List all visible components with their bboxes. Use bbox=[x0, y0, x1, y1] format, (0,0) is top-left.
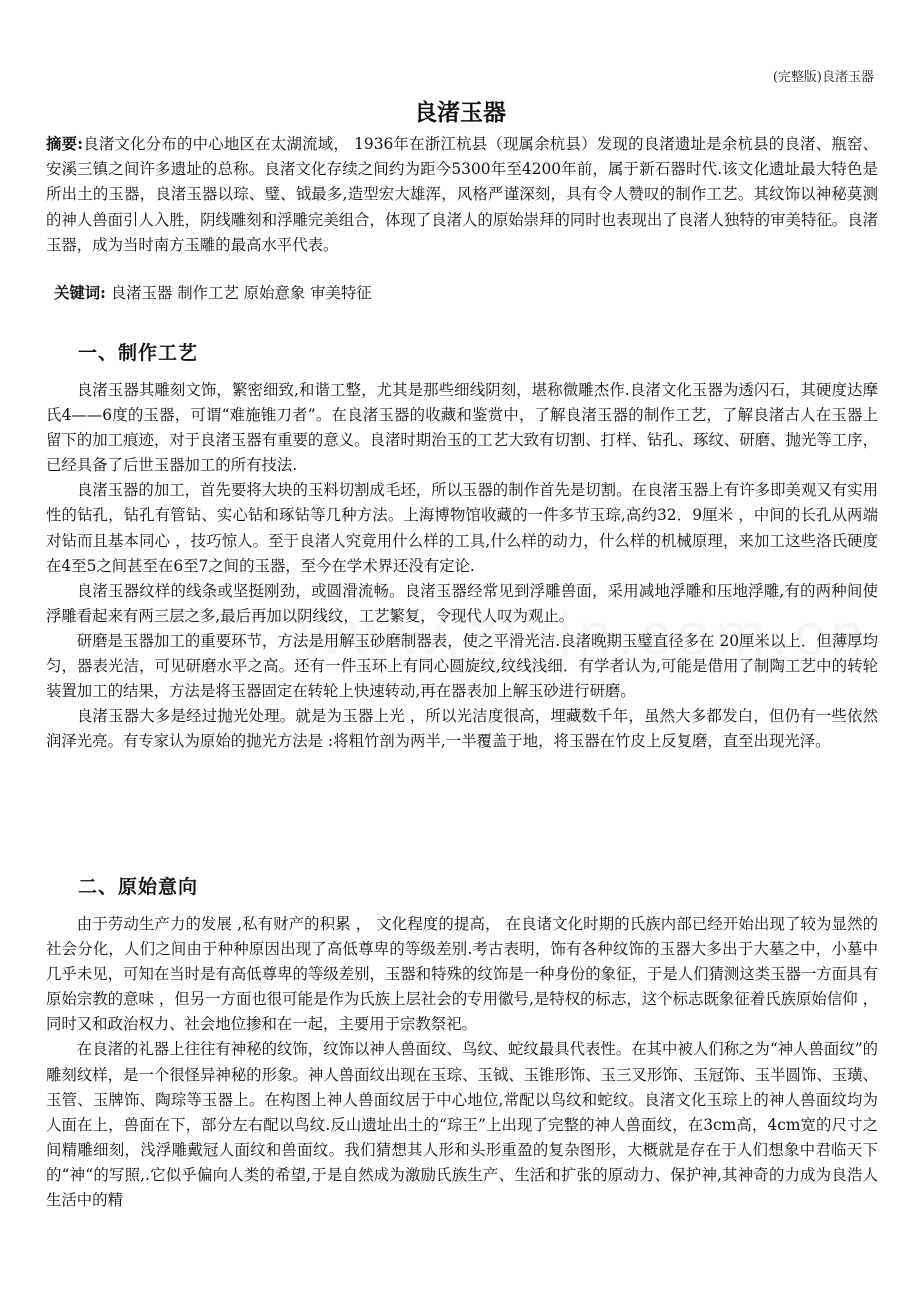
body-paragraph: 在良渚的礼器上往往有神秘的纹饰，纹饰以神人兽面纹、鸟纹、蛇纹最具代表性。在其中被人们称之为“神人兽面纹”的雕刻纹样，是一个很怪异神秘的形象。神人兽面纹出现在玉琮、玉钺、玉锥形饰、玉三叉形饰、玉冠饰、玉半圆饰、玉璜、玉管、玉牌饰、陶琮等玉器上。在构图上神人兽面纹居于中心地位,常配以鸟纹和蛇纹。良渚文化玉琮上的神人兽面纹均为人面在上，兽面在下，部分左右配以鸟纹.反山遗址出土的“琮王”上出现了完整的神人兽面纹，在3cm高，4cm宽的尺寸之间精雕细刻，浅浮雕戴冠人面纹和兽面纹。我们猜想其人形和头形重盈的复杂图形，大概就是存在于人们想象中君临天下的“神“的写照,.它似乎偏向人类的希望,于是自然成为激励氏族生产、生活和扩张的原动力、保护神,其神奇的力成为良浩人生活中的精 bbox=[46, 1040, 878, 1210]
abstract-label: 摘要: bbox=[46, 135, 83, 153]
abstract-text: 良渚文化分布的中心地区在太湖流域， 1936年在浙江杭县（现属余杭县）发现的良渚遗址是余杭县的良渚、瓶窑、安溪三镇之间许多遗址的总称。良渚文化存续之间约为距今5300年至4200年前，属于新石器时代.该文化遗址最大特色是所出土的玉器，良渚玉器以琮、璧、钺最多,造型宏大雄浑，风格严谨深刻，具有令人赞叹的制作工艺。其纹饰以神秘莫测的神人兽面引人入胜，阴线雕刻和浮雕完美组合，体现了良渚人的原始崇拜的同时也表现出了良渚人独特的审美特征。良渚玉器，成为当时南方玉雕的最高水平代表。 bbox=[46, 135, 878, 254]
body-paragraph: 良渚玉器的加工，首先要将大块的玉料切割成毛坯，所以玉器的制作首先是切割。在良渚玉器上有许多即美观又有实用性的钻孔，钻孔有管钻、实心钻和琢钻等几种方法。上海博物馆收藏的一件多节玉琮,高约32．9厘米 ，中间的长孔从两端对钻而且基本同心 ，技巧惊人。至于良渚人究竟用什么样的工具,什么样的动力，什么样的机械原理，来加工这些洛氏硬度在4至5之间甚至在6至7之间的玉器，至今在学术界还没有定论. bbox=[46, 481, 878, 575]
body-paragraph: 由于劳动生产力的发展 ,私有财产的积累 ， 文化程度的提高， 在良诸文化时期的氏族内部已经开始出现了较为显然的社会分化，人们之间由于种种原因出现了高低尊卑的等级差别.考古表明，饰有各种纹饰的玉器大多出于大墓之中，小墓中几乎未见，可知在当时是有高低尊卑的等级差别，玉器和特殊的纹饰是一种身份的象征，于是人们猜测这类玉器一方面具有原始宗教的意味 ，但另一方面也很可能是作为氏族上层社会的专用徽号,是特权的标志，这个标志既象征着氏族原始信仰 ，同时又和政治权力、社会地位掺和在一起，主要用于宗教祭祀。 bbox=[46, 915, 878, 1034]
keywords-label: 关键词: bbox=[54, 284, 106, 302]
abstract-paragraph bbox=[46, 132, 878, 258]
section-body-origin bbox=[46, 912, 878, 1213]
body-paragraph: 良渚玉器其雕刻文饰，繁密细致,和谐工整，尤其是那些细线阴刻，堪称微雕杰作.良渚文化玉器为透闪石，其硬度达摩氏4——6度的玉器，可谓“难施锥刀者”。在良渚玉器的收藏和鉴赏中，了解良渚玉器的制作工艺，了解良渚古人在玉器上留下的加工痕迹，对于良渚玉器有重要的意义。良渚时期治玉的工艺大致有切割、打样、钻孔、琢纹、研磨、抛光等工序，已经具备了后世玉器加工的所有技法. bbox=[46, 381, 878, 475]
body-paragraph: 良渚玉器大多是经过抛光处理。就是为玉器上光 ，所以光洁度很高，埋藏数千年，虽然大多都发白，但仍有一些依然润泽光亮。有专家认为原始的抛光方法是 :将粗竹剖为两半,一半覆盖于地，将玉器在竹皮上反复磨，直至出现光泽。 bbox=[46, 707, 878, 751]
keywords-line bbox=[54, 281, 372, 303]
section-heading-craft: 一、制作工艺 bbox=[78, 342, 199, 364]
section-body-craft bbox=[46, 378, 878, 754]
body-paragraph: 研磨是玉器加工的重要环节，方法是用解玉砂磨制器表，使之平滑光洁.良渚晚期玉璧直径多在 20厘米以上．但薄厚均匀，器表光洁，可见研磨水平之高。还有一件玉环上有同心圆旋纹,纹线浅细．有学者认为,可能是借用了制陶工艺中的转轮装置加工的结果，方法是将玉器固定在转轮上快速转动,再在器表加上解玉砂进行研磨。 bbox=[46, 631, 878, 701]
keywords-text: 良渚玉器 制作工艺 原始意象 审美特征 bbox=[105, 284, 372, 302]
page-header-note: (完整版)良渚玉器 bbox=[772, 70, 874, 85]
body-paragraph: 良渚玉器纹样的线条或坚挺刚劲，或圆滑流畅。良渚玉器经常见到浮雕兽面，采用减地浮雕和压地浮雕,有的两种间使浮雕看起来有两三层之多,最后再加以阴线纹，工艺繁复，令现代人叹为观止。 bbox=[46, 581, 878, 625]
document-title: 良渚玉器 bbox=[414, 100, 506, 126]
section-heading-origin: 二、原始意向 bbox=[78, 876, 199, 898]
